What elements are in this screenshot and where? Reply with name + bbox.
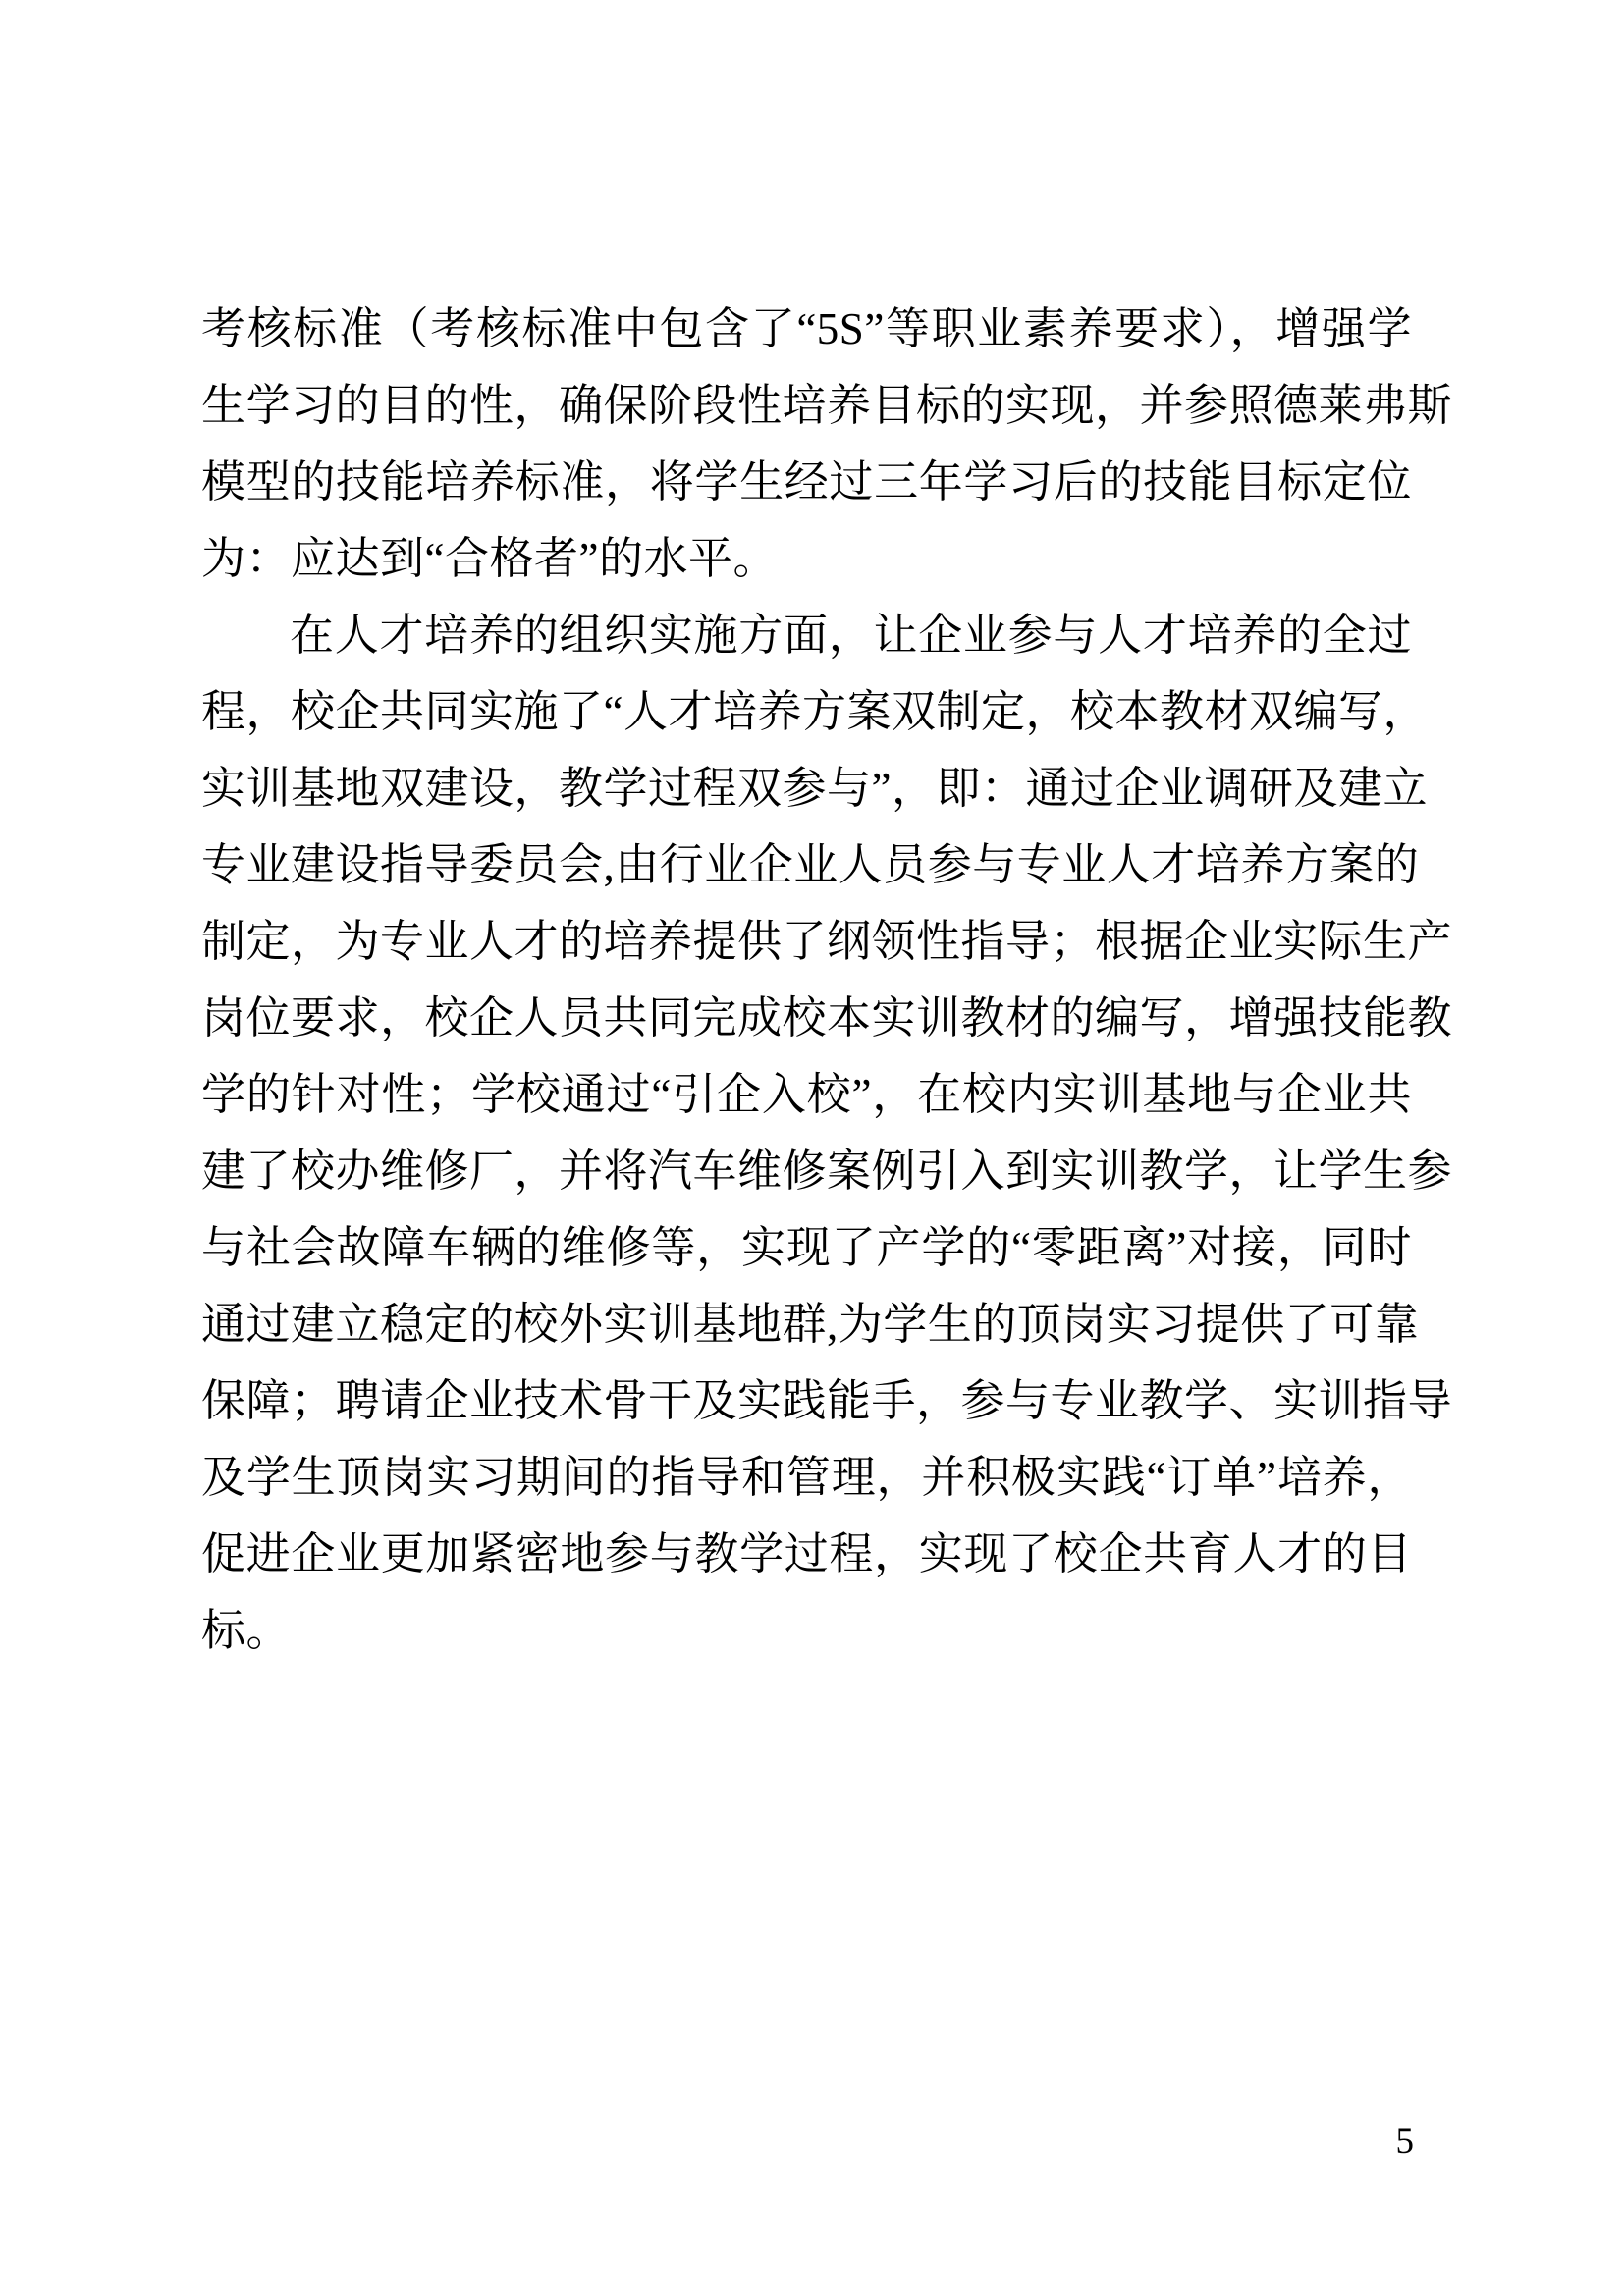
text-line: 与社会故障车辆的维修等，实现了产学的“零距离”对接，同时: [201, 1223, 1412, 1272]
text-line: 促进企业更加紧密地参与教学过程，实现了校企共育人才的目: [201, 1529, 1412, 1578]
page-number: 5: [1395, 2121, 1414, 2162]
text-line: 考核标准（考核标准中包含了“5S”等职业素养要求），增强学: [201, 304, 1412, 353]
text-line: 制定，为专业人才的培养提供了纲领性指导；根据企业实际生产: [201, 917, 1453, 966]
text-block: [201, 291, 1453, 1669]
text-line: 建了校办维修厂，并将汽车维修案例引入到实训教学，让学生参: [201, 1147, 1453, 1196]
text-line: 生学习的目的性，确保阶段性培养目标的实现，并参照德莱弗斯: [201, 381, 1453, 430]
text-line: 及学生顶岗实习期间的指导和管理，并积极实践“订单”培养，: [201, 1453, 1412, 1502]
text-line: 专业建设指导委员会,由行业企业人员参与专业人才培养方案的: [201, 840, 1420, 889]
text-line: 在人才培养的组织实施方面，让企业参与人才培养的全过: [290, 611, 1412, 660]
text-line: 模型的技能培养标准，将学生经过三年学习后的技能目标定位: [201, 457, 1412, 507]
text-line: 岗位要求，校企人员共同完成校本实训教材的编写，增强技能教: [201, 993, 1453, 1042]
text-line: 通过建立稳定的校外实训基地群,为学生的顶岗实习提供了可靠: [201, 1300, 1420, 1349]
text-line: 保障；聘请企业技术骨干及实践能手，参与专业教学、实训指导: [201, 1376, 1453, 1425]
text-line: 实训基地双建设，教学过程双参与”，即：通过企业调研及建立: [201, 764, 1428, 813]
text-line: 为：应达到“合格者”的水平。: [201, 534, 778, 583]
text-line: 学的针对性；学校通过“引企入校”，在校内实训基地与企业共: [201, 1070, 1412, 1119]
text-line: 程，校企共同实施了“人才培养方案双制定，校本教材双编写，: [201, 687, 1428, 736]
text-line: 标。: [201, 1606, 292, 1655]
